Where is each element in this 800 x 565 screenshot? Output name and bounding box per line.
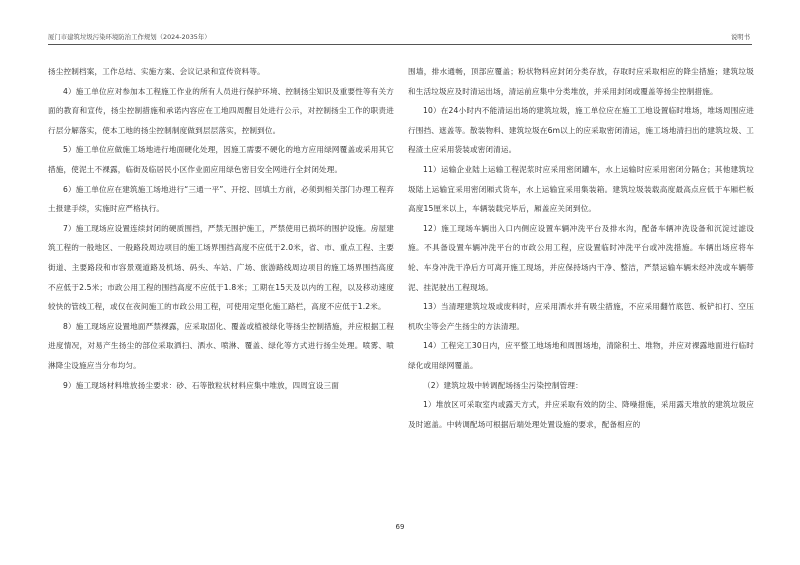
paragraph: 8）施工现场应设置地面严禁裸露，应采取固化、覆盖或植被绿化等扬尘控制措施，并应根据工程进度情况，对易产生扬尘的部位采取洒扫、洒水、喷淋、覆盖、绿化等方式进行扬尘处理。喷雾、喷淋降尘设施应当分布均匀。 — [48, 321, 394, 370]
left-text-column — [48, 62, 394, 395]
paragraph: 13）当清理建筑垃圾或废料时，应采用洒水并有吸尘措施，不应采用翻竹底笆、板铲扣打、空压机吹尘等会产生扬尘的方法清理。 — [408, 302, 754, 331]
paragraph: 1）堆放区可采取室内或露天方式，并应采取有效的防尘、降噪措施，采用露天堆放的建筑垃圾应及时遮盖。中转调配场可根据后端处理处置设施的要求，配备相应的 — [408, 400, 754, 429]
paragraph: （2）建筑垃圾中转调配场扬尘污染控制管理： — [423, 380, 583, 390]
paragraph: 10）在24小时内不能清运出场的建筑垃圾，施工单位应在施工工地设置临时堆场，堆场周围应进行围挡、遮盖等。散装物料、建筑垃圾在6m以上的应采取密闭清运，施工场地清扫出的建筑垃圾、工程渣土应采用袋装或密闭清运。 — [408, 106, 754, 155]
paragraph: 11）运输企业陆上运输工程泥浆时应采用密闭罐车，水上运输时应采用密闭分隔仓；其他建筑垃圾陆上运输宜采用密闭厢式货车，水上运输宜采用集装箱。建筑垃圾装载高度最高点应低于车厢栏板高度15厘米以上，车辆装载完毕后，厢盖应关闭到位。 — [408, 164, 754, 214]
paragraph: 9）施工现场材料堆放扬尘要求：砂、石等散粒状材料应集中堆放，四周宜设三面 — [63, 380, 340, 390]
right-text-column — [408, 62, 754, 434]
paragraph: 扬尘控制档案，工作总结、实施方案、会议记录和宣传资料等。 — [48, 67, 265, 76]
header-document-title: 厦门市建筑垃圾污染环境防治工作规划（2024-2035年） — [48, 33, 211, 41]
paragraph: 12）施工现场车辆出入口内侧应设置车辆冲洗平台及排水沟，配备车辆冲洗设备和沉淀过滤设施。不具备设置车辆冲洗平台的市政公用工程，应设置临时冲洗平台或冲洗措施。车辆出场应将车轮、车身冲洗干净后方可离开施工现场，并应保持场内干净、整洁，严禁运输车辆未经冲洗或车辆带泥、挂泥驶出工程现场。 — [408, 223, 754, 292]
paragraph: 14）工程完工30日内，应平整工地场地和周围场地，清除积土、堆物，并应对裸露地面进行临时绿化或用绿网覆盖。 — [408, 341, 754, 370]
page-number: 69 — [395, 523, 405, 531]
header-section-label: 说明书 — [730, 33, 750, 41]
page-header — [48, 30, 752, 45]
paragraph: 围墙，排水通畅，顶部应覆盖；粉状物料应封闭分类存放，存取时应采取相应的降尘措施；建筑垃圾和生活垃圾应及时清运出场，清运前应集中分类堆放，并采用封闭或覆盖等扬尘控制措施。 — [408, 67, 754, 96]
paragraph: 5）施工单位应做施工场地进行地面硬化处理，因施工需要不硬化的地方应用绿网覆盖或采用其它措施，使泥土不裸露，临街及临居民小区作业面应用绿色密目安全网进行全封闭处理。 — [48, 145, 394, 174]
paragraph: 4）施工单位应对参加本工程施工作业的所有人员进行保护环境、控制扬尘知识及重要性等有关方面的教育和宣传，扬尘控制措施和承诺内容应在工地四周醒目处进行公示，对控制扬尘工作的职责进行层分解落实，使本工地的扬尘控制制度做到层层落实，控制到位。 — [48, 86, 394, 135]
paragraph: 7）施工现场应设置连续封闭的硬质围挡，严禁无围护施工，严禁使用已损坏的围护设施。房屋建筑工程的一般地区、一般路段周边项目的施工场界围挡高度不应低于2.0米，省、市、重点工程、主要街道、主要路段和市容景观道路及机场、码头、车站、广场、旅游路线周边项目的施工场界围挡高度不应低于2.5米；市政公用工程的围挡高度不应低于1.8米；工期在15天及以内的工程，以及移动速度较快的管线工程，或仅在夜间施工的市政公用工程，可使用定型化施工路栏，高度不应低于1.2米。 — [48, 223, 394, 312]
paragraph: 6）施工单位应在建筑施工场地进行“三通一平”、开挖、回填土方前，必须到相关部门办理工程弃土报建手续，实施时应严格执行。 — [48, 184, 394, 214]
